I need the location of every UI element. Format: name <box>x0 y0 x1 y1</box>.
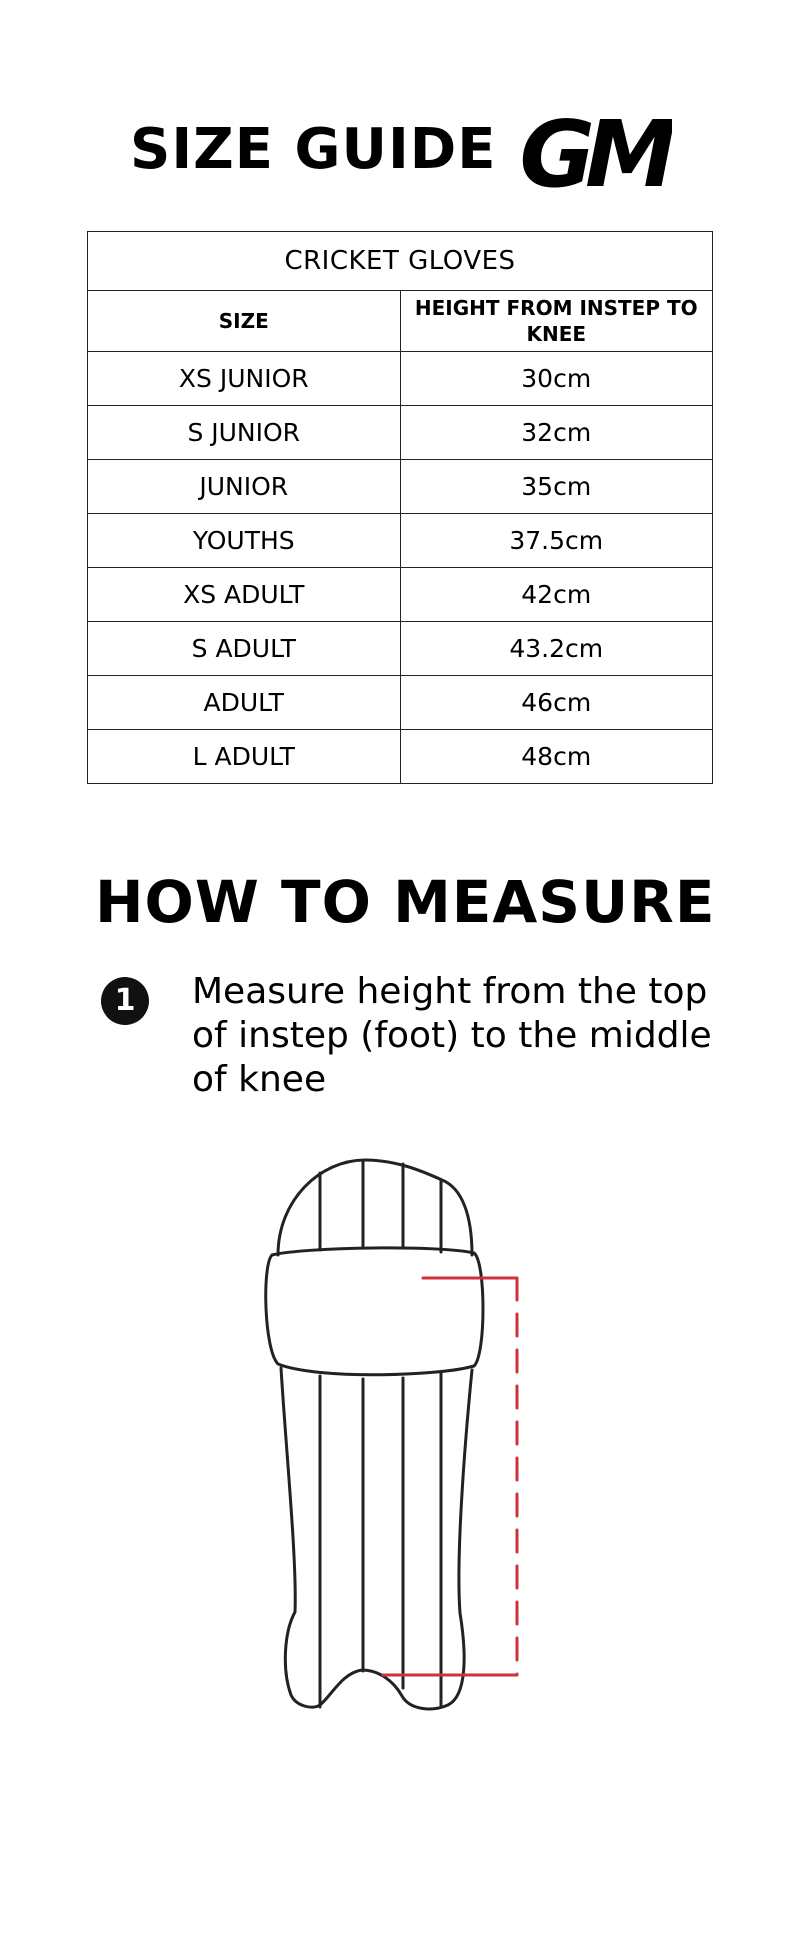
height-cell: 48cm <box>400 730 713 784</box>
size-cell: L ADULT <box>88 730 401 784</box>
table-caption-row <box>88 232 713 291</box>
table-row <box>88 568 713 622</box>
table-row <box>88 352 713 406</box>
size-cell: JUNIOR <box>88 460 401 514</box>
height-cell: 35cm <box>400 460 713 514</box>
pad-top-outline <box>278 1160 472 1255</box>
column-header-height: HEIGHT FROM INSTEP TO KNEE <box>400 291 713 352</box>
cricket-pad-icon <box>250 1150 550 1720</box>
table-row <box>88 730 713 784</box>
height-cell: 32cm <box>400 406 713 460</box>
height-cell: 42cm <box>400 568 713 622</box>
column-header-size: SIZE <box>88 291 401 352</box>
table-row <box>88 406 713 460</box>
height-cell: 43.2cm <box>400 622 713 676</box>
size-cell: S JUNIOR <box>88 406 401 460</box>
table-row <box>88 460 713 514</box>
size-cell: XS ADULT <box>88 568 401 622</box>
table-row <box>88 622 713 676</box>
height-cell: 37.5cm <box>400 514 713 568</box>
table-header-row <box>88 291 713 352</box>
height-cell: 30cm <box>400 352 713 406</box>
size-cell: YOUTHS <box>88 514 401 568</box>
size-cell: ADULT <box>88 676 401 730</box>
size-cell: XS JUNIOR <box>88 352 401 406</box>
how-to-measure-title: HOW TO MEASURE <box>95 868 716 936</box>
size-cell: S ADULT <box>88 622 401 676</box>
gm-logo <box>514 112 672 194</box>
step-number-badge: 1 <box>101 977 149 1025</box>
page-title: SIZE GUIDE <box>130 117 497 182</box>
size-table <box>87 231 713 784</box>
gm-logo-text: GM <box>519 112 667 194</box>
pad-knee-roll <box>266 1248 483 1375</box>
table-caption: CRICKET GLOVES <box>88 232 713 291</box>
pad-lower-outline <box>281 1368 472 1709</box>
step-instruction: Measure height from the top of instep (foot) to the middle of knee <box>192 971 712 1100</box>
header <box>0 112 800 202</box>
table-row <box>88 676 713 730</box>
height-cell: 46cm <box>400 676 713 730</box>
table-row <box>88 514 713 568</box>
